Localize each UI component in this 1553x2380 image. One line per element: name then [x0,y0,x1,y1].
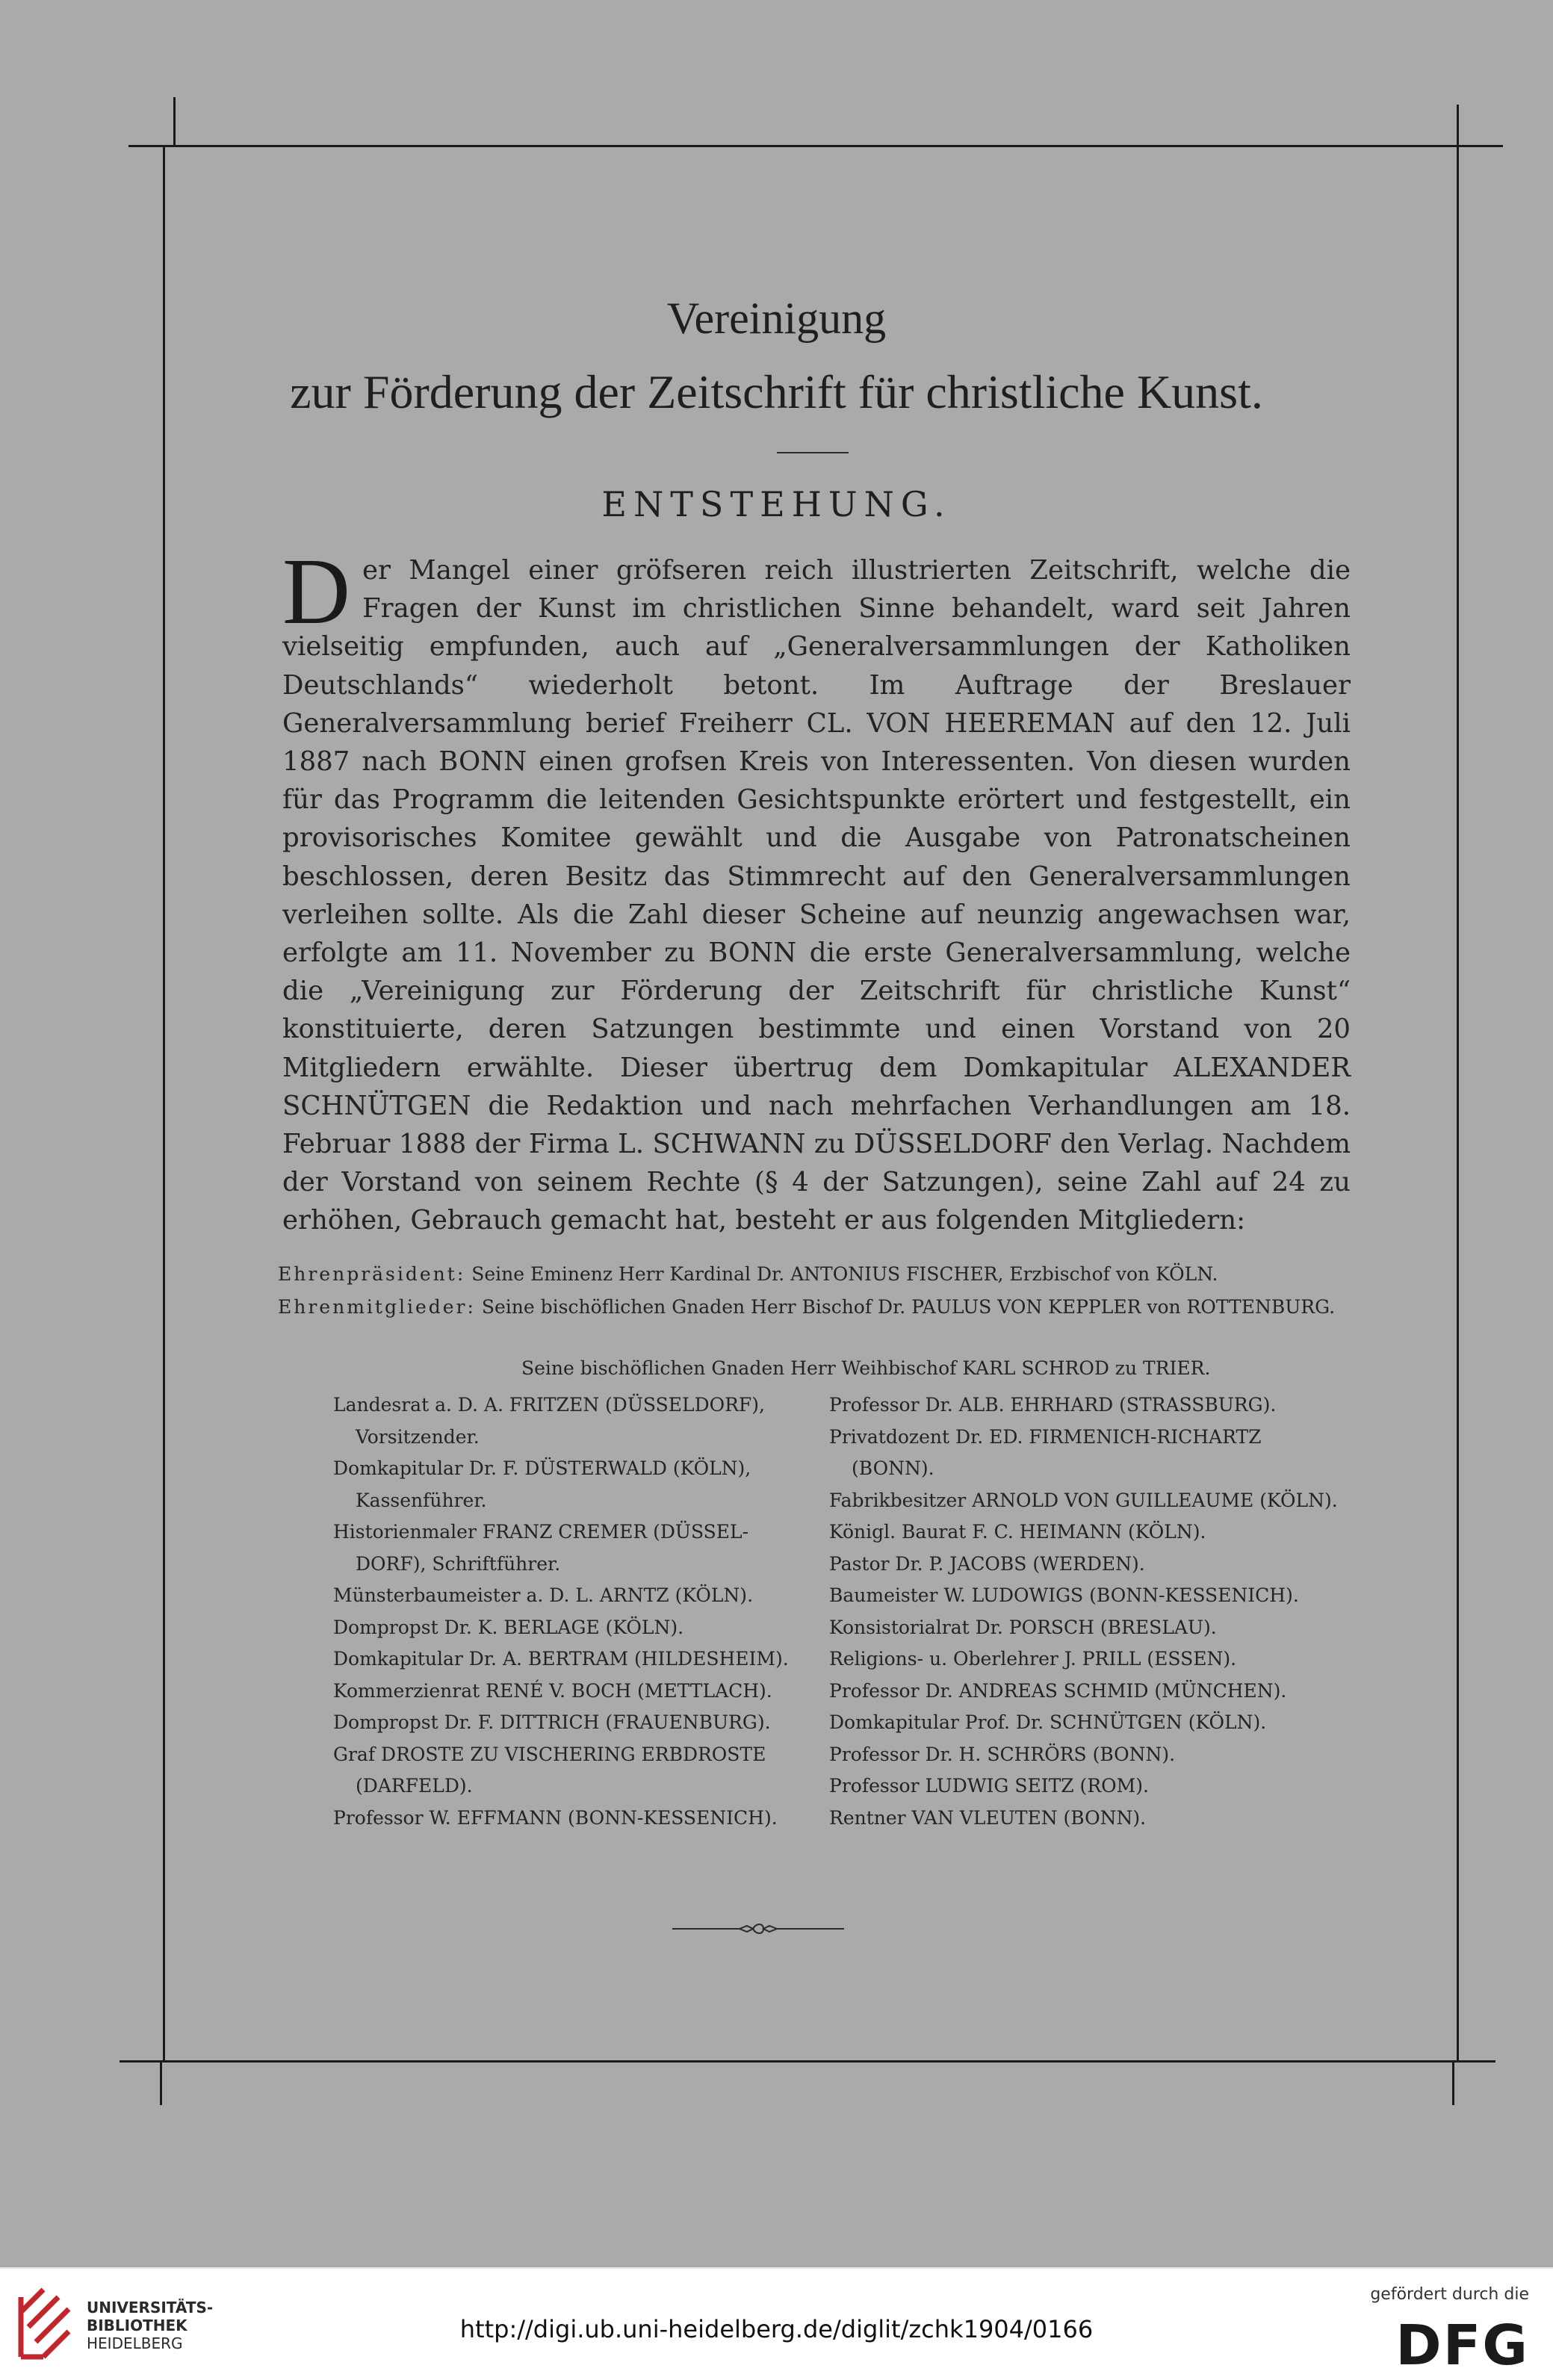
library-line-3: HEIDELBERG [87,2334,183,2352]
honorary-president-label: Ehrenpräsident: [278,1263,466,1285]
title-line-1: Vereinigung [666,294,887,343]
member-entry: Landesrat a. D. A. FRITZEN (DÜSSELDORF), [333,1394,765,1416]
ornament-divider [672,1921,844,1936]
title-line-2: zur Förderung der Zeitschrift für christliche Kunst. [290,365,1263,418]
honorary-members-line-2: Seine bischöflichen Gnaden Herr Weihbischof KARL SCHROD zu TRIER. [521,1357,1211,1379]
member-entry: Dompropst Dr. F. DITTRICH (FRAUENBURG). [333,1711,771,1733]
member-entry: Pastor Dr. P. JACOBS (WERDEN). [829,1552,1145,1575]
body-paragraph [282,540,1351,1240]
drop-capital: D [282,540,350,644]
member-entry: (BONN). [852,1457,934,1479]
honorary-members-line [278,1294,1351,1321]
frame-left-rule [163,145,165,2061]
members-list-right [829,1389,1338,1834]
members-list-left [333,1389,789,1834]
member-entry: Graf DROSTE ZU VISCHERING ERBDROSTE [333,1743,766,1765]
member-entry: Konsistorialrat Dr. PORSCH (BRESLAU). [829,1616,1217,1638]
member-entry: Münsterbaumeister a. D. L. ARNTZ (KÖLN). [333,1584,754,1606]
member-entry: Dompropst Dr. K. BERLAGE (KÖLN). [333,1616,684,1638]
member-entry: Religions- u. Oberlehrer J. PRILL (ESSEN). [829,1648,1237,1670]
library-line-2: BIBLIOTHEK [87,2317,187,2334]
member-entry: DORF), Schriftführer. [356,1552,561,1575]
frame-tick-bottom-left [160,2062,162,2105]
dfg-logo: DFG [1395,2314,1529,2378]
frame-tick-top-left [173,97,176,146]
member-entry: Privatdozent Dr. ED. FIRMENICH-RICHARTZ [829,1425,1262,1448]
frame-right-rule [1457,145,1459,2061]
honorary-president-text: Seine Eminenz Herr Kardinal Dr. ANTONIUS FISCHER, Erzbischof von KÖLN. [471,1263,1218,1285]
frame-top-rule [128,145,1503,147]
member-entry: Kommerzienrat RENÉ V. BOCH (METTLACH). [333,1679,772,1702]
section-heading: ENTSTEHUNG. [601,484,952,524]
body-text: er Mangel einer gröfseren reich illustrierten Zeitschrift, welche die Fragen der Kunst im christlichen Sinne behandelt, ward seit Jahren vielseitig empfunden, auch auf „Generalversammlungen der Katholiken Deutschlands“ wiederholt betont. Im Auftrage der Breslauer Generalversammlung berief Freiherr CL. VON HEEREMAN auf den 12. Juli 1887 nach BONN einen grofsen Kreis von Interessenten. Von diesen wurden für das Programm die leitenden Gesichtspunkte erörtert und festgestellt, ein provisorisches Komitee gewählt und die Ausgabe von Patronatscheinen beschlossen, deren Besitz das Stimmrecht auf den Generalversammlungen verleihen sollte. Als die Zahl dieser Scheine auf neunzig angewachsen war, erfolgte am 11. November zu BONN die erste Generalversammlung, welche die „Vereinigung zur Förderung der Zeitschrift für christliche Kunst“ konstituierte, deren Satzungen bestimmte und einen Vorstand von 20 Mitgliedern erwählte. Dieser übertrug dem Domkapitular ALEXANDER SCHNÜTGEN die Redaktion und nach mehrfachen Verhandlungen am 18. Februar 1888 der Firma L. SCHWANN zu DÜSSELDORF den Verlag. Nachdem der Vorstand von seinem Rechte (§ 4 der Satzungen), seine Zahl auf 24 zu erhöhen, Gebrauch gemacht hat, besteht er aus folgenden Mitgliedern: [282,555,1351,1236]
honorary-members-label: Ehrenmitglieder: [278,1296,476,1318]
frame-tick-bottom-right [1452,2062,1454,2105]
member-entry: Fabrikbesitzer ARNOLD VON GUILLEAUME (KÖLN). [829,1489,1338,1511]
funded-by-label: gefördert durch die [1370,2285,1529,2304]
member-entry: Domkapitular Dr. F. DÜSTERWALD (KÖLN), [333,1457,751,1479]
member-entry: Professor Dr. ANDREAS SCHMID (MÜNCHEN). [829,1679,1287,1702]
member-entry: Vorsitzender. [356,1425,480,1448]
member-entry: Kassenführer. [356,1489,487,1511]
member-entry: Professor LUDWIG SEITZ (ROM). [829,1775,1149,1797]
frame-tick-top-right [1457,105,1459,146]
permalink-url[interactable]: http://digi.ub.uni-heidelberg.de/diglit/zchk1904/0166 [459,2315,1094,2343]
footer-bar [0,2267,1553,2380]
frame-bottom-rule [120,2060,1495,2063]
member-entry: Domkapitular Prof. Dr. SCHNÜTGEN (KÖLN). [829,1711,1267,1733]
member-entry: Professor Dr. H. SCHRÖRS (BONN). [829,1743,1176,1765]
member-entry: Professor Dr. ALB. EHRHARD (STRASSBURG). [829,1394,1277,1416]
member-entry: Domkapitular Dr. A. BERTRAM (HILDESHEIM). [333,1648,789,1670]
honorary-president-line [278,1261,1351,1288]
honorary-members-text: Seine bischöflichen Gnaden Herr Bischof Dr. PAULUS VON KEPPLER von ROTTENBURG. [481,1296,1336,1318]
member-entry: Baumeister W. LUDOWIGS (BONN-KESSENICH). [829,1584,1299,1606]
member-entry: (DARFELD). [356,1775,473,1797]
member-entry: Historienmaler FRANZ CREMER (DÜSSEL- [333,1521,749,1543]
member-entry: Rentner VAN VLEUTEN (BONN). [829,1806,1147,1829]
member-entry: Professor W. EFFMANN (BONN-KESSENICH). [333,1806,778,1829]
member-entry: Königl. Baurat F. C. HEIMANN (KÖLN). [829,1521,1206,1543]
library-line-1: UNIVERSITÄTS- [87,2299,214,2317]
title-divider [777,452,849,453]
